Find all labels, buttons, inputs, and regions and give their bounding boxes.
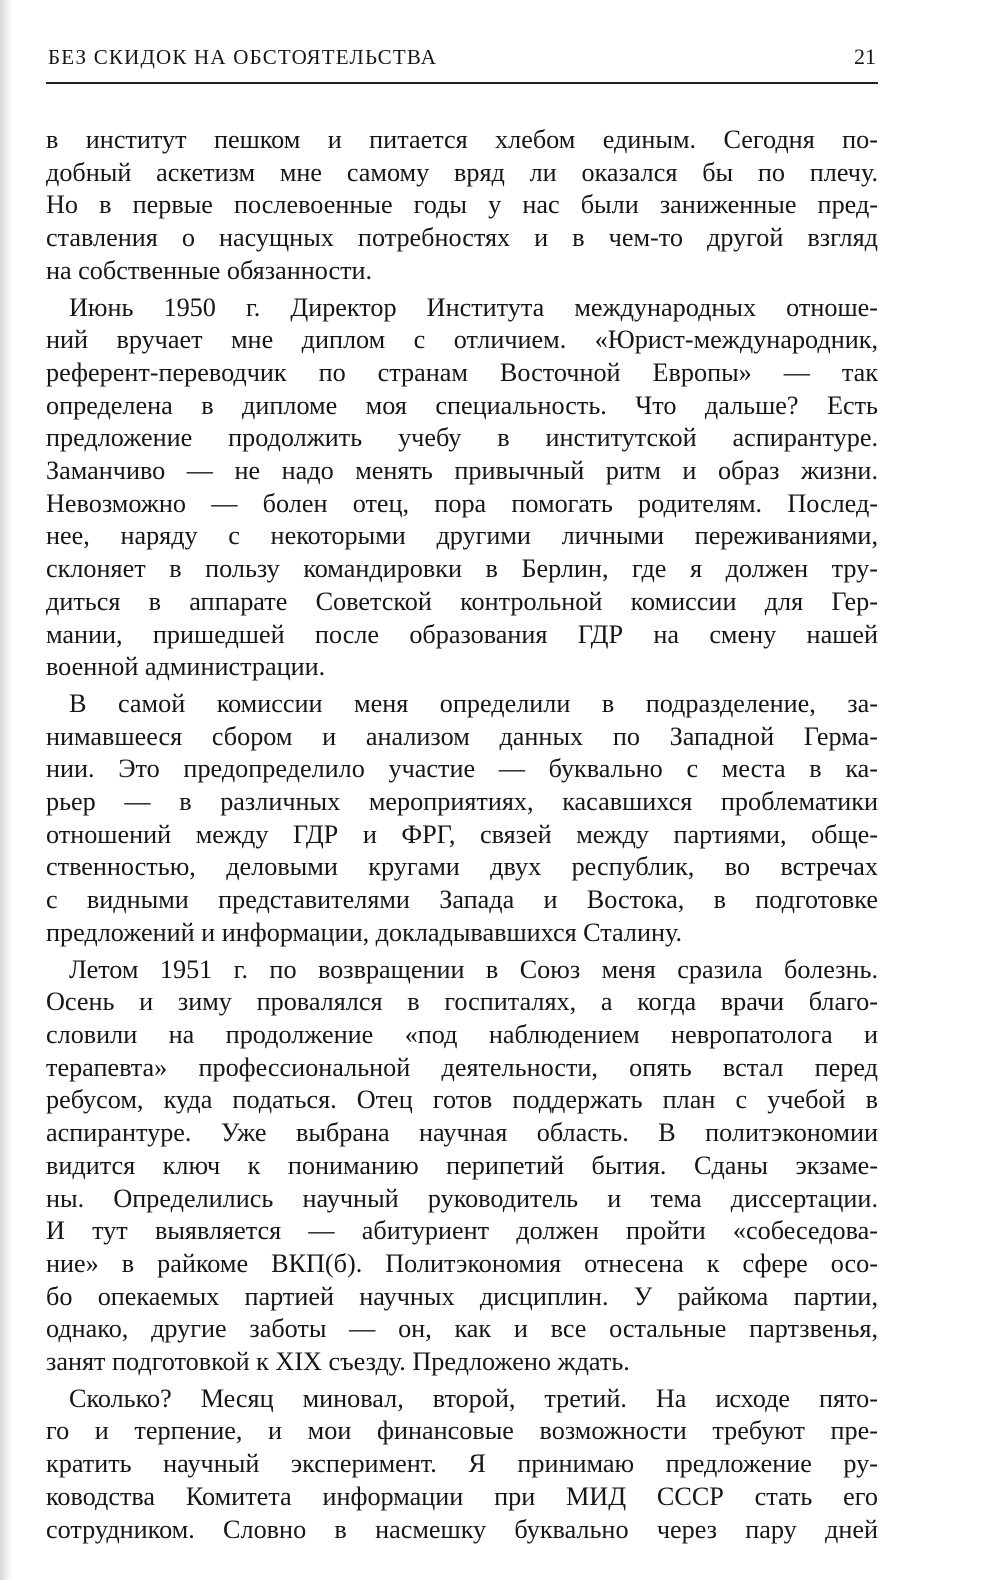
- text-line: нии. Это предопределило участие — буквально с места в ка-: [46, 754, 878, 784]
- text-line: го и терпение, и мои финансовые возможности требуют пре-: [46, 1416, 878, 1446]
- text-line: словили на продолжение «под наблюдением невропатолога и: [46, 1019, 878, 1049]
- text-line: ставления о насущных потребностях и в чем-то другой взгляд: [46, 223, 878, 253]
- text-line: видится ключ к пониманию перипетий бытия. Сданы экзаме-: [46, 1150, 878, 1180]
- text-line: диться в аппарате Советской контрольной комиссии для Гер-: [46, 586, 878, 616]
- running-header: [46, 44, 878, 84]
- text-line: Летом 1951 г. по возвращении в Союз меня сразила болезнь.: [69, 954, 878, 984]
- text-line: предложение продолжить учебу в институтской аспирантуре.: [46, 423, 878, 453]
- page-number: 21: [854, 44, 876, 69]
- paragraph: [46, 124, 878, 288]
- text-line: занят подготовкой к XIX съезду. Предложено ждать.: [46, 1347, 630, 1377]
- text-line: мании, пришедшей после образования ГДР на смену нашей: [46, 619, 878, 649]
- text-line: на собственные обязанности.: [46, 255, 373, 285]
- text-line: Июнь 1950 г. Директор Института международных отноше-: [69, 292, 878, 322]
- text-line: ний вручает мне диплом с отличием. «Юрист-международник,: [46, 325, 878, 355]
- paragraph: [46, 688, 878, 950]
- text-line: склоняет в пользу командировки в Берлин, где я должен тру-: [46, 554, 878, 584]
- text-line: предложений и информации, докладывавшихся Сталину.: [46, 917, 683, 947]
- text-line: в институт пешком и питается хлебом единым. Сегодня по-: [46, 125, 878, 154]
- text-line: ние» в райкоме ВКП(б). Политэкономия отнесена к сфере осо-: [46, 1248, 878, 1278]
- text-line: Осень и зиму провалялся в госпиталях, а когда врачи благо-: [46, 987, 878, 1017]
- running-title: БЕЗ СКИДОК НА ОБСТОЯТЕЛЬСТВА: [48, 45, 438, 69]
- text-line: ководства Комитета информации при МИД СССР стать его: [46, 1481, 878, 1511]
- text-line: аспирантуре. Уже выбрана научная область. В политэкономии: [46, 1118, 878, 1148]
- text-line: И тут выявляется — абитуриент должен пройти «собеседова-: [46, 1216, 878, 1246]
- book-page: [46, 44, 878, 1550]
- text-line: нее, наряду с некоторыми другими личными переживаниями,: [46, 521, 878, 551]
- text-line: Сколько? Месяц миновал, второй, третий. На исходе пято-: [69, 1383, 878, 1413]
- text-line: В самой комиссии меня определили в подразделение, за-: [69, 688, 878, 718]
- text-line: ребусом, куда податься. Отец готов поддержать план с учебой в: [46, 1085, 878, 1115]
- body-text: [46, 124, 878, 1546]
- text-line: ны. Определились научный руководитель и тема диссертации.: [46, 1183, 878, 1213]
- text-line: рьер — в различных мероприятиях, касавшихся проблематики: [46, 787, 878, 817]
- text-line: с видными представителями Запада и Востока, в подготовке: [46, 885, 878, 915]
- text-line: Невозможно — болен отец, пора помогать родителям. Послед-: [46, 488, 878, 518]
- text-line: однако, другие заботы — он, как и все остальные партзвенья,: [46, 1314, 878, 1344]
- text-line: определена в дипломе моя специальность. Что дальше? Есть: [46, 390, 878, 420]
- paragraph: [46, 954, 878, 1379]
- text-line: Но в первые послевоенные годы у нас были заниженные пред-: [46, 190, 878, 220]
- paragraph: [46, 1383, 878, 1547]
- text-line: сотрудником. Словно в насмешку буквально через пару дней: [46, 1514, 878, 1544]
- text-line: нимавшееся сбором и анализом данных по Западной Герма-: [46, 721, 878, 751]
- text-line: кратить научный эксперимент. Я принимаю предложение ру-: [46, 1449, 878, 1479]
- text-line: ственностью, деловыми кругами двух республик, во встречах: [46, 852, 878, 882]
- text-line: бо опекаемых партией научных дисциплин. У райкома партии,: [46, 1281, 878, 1311]
- text-line: добный аскетизм мне самому вряд ли оказался бы по плечу.: [46, 157, 878, 187]
- text-line: Заманчиво — не надо менять привычный ритм и образ жизни.: [46, 456, 878, 486]
- text-line: отношений между ГДР и ФРГ, связей между партиями, обще-: [46, 819, 878, 849]
- text-line: референт-переводчик по странам Восточной Европы» — так: [46, 357, 878, 387]
- text-line: военной администрации.: [46, 652, 326, 682]
- paragraph: [46, 292, 878, 684]
- page-edge-shadow: [0, 0, 14, 1580]
- text-line: терапевта» профессиональной деятельности, опять встал перед: [46, 1052, 878, 1082]
